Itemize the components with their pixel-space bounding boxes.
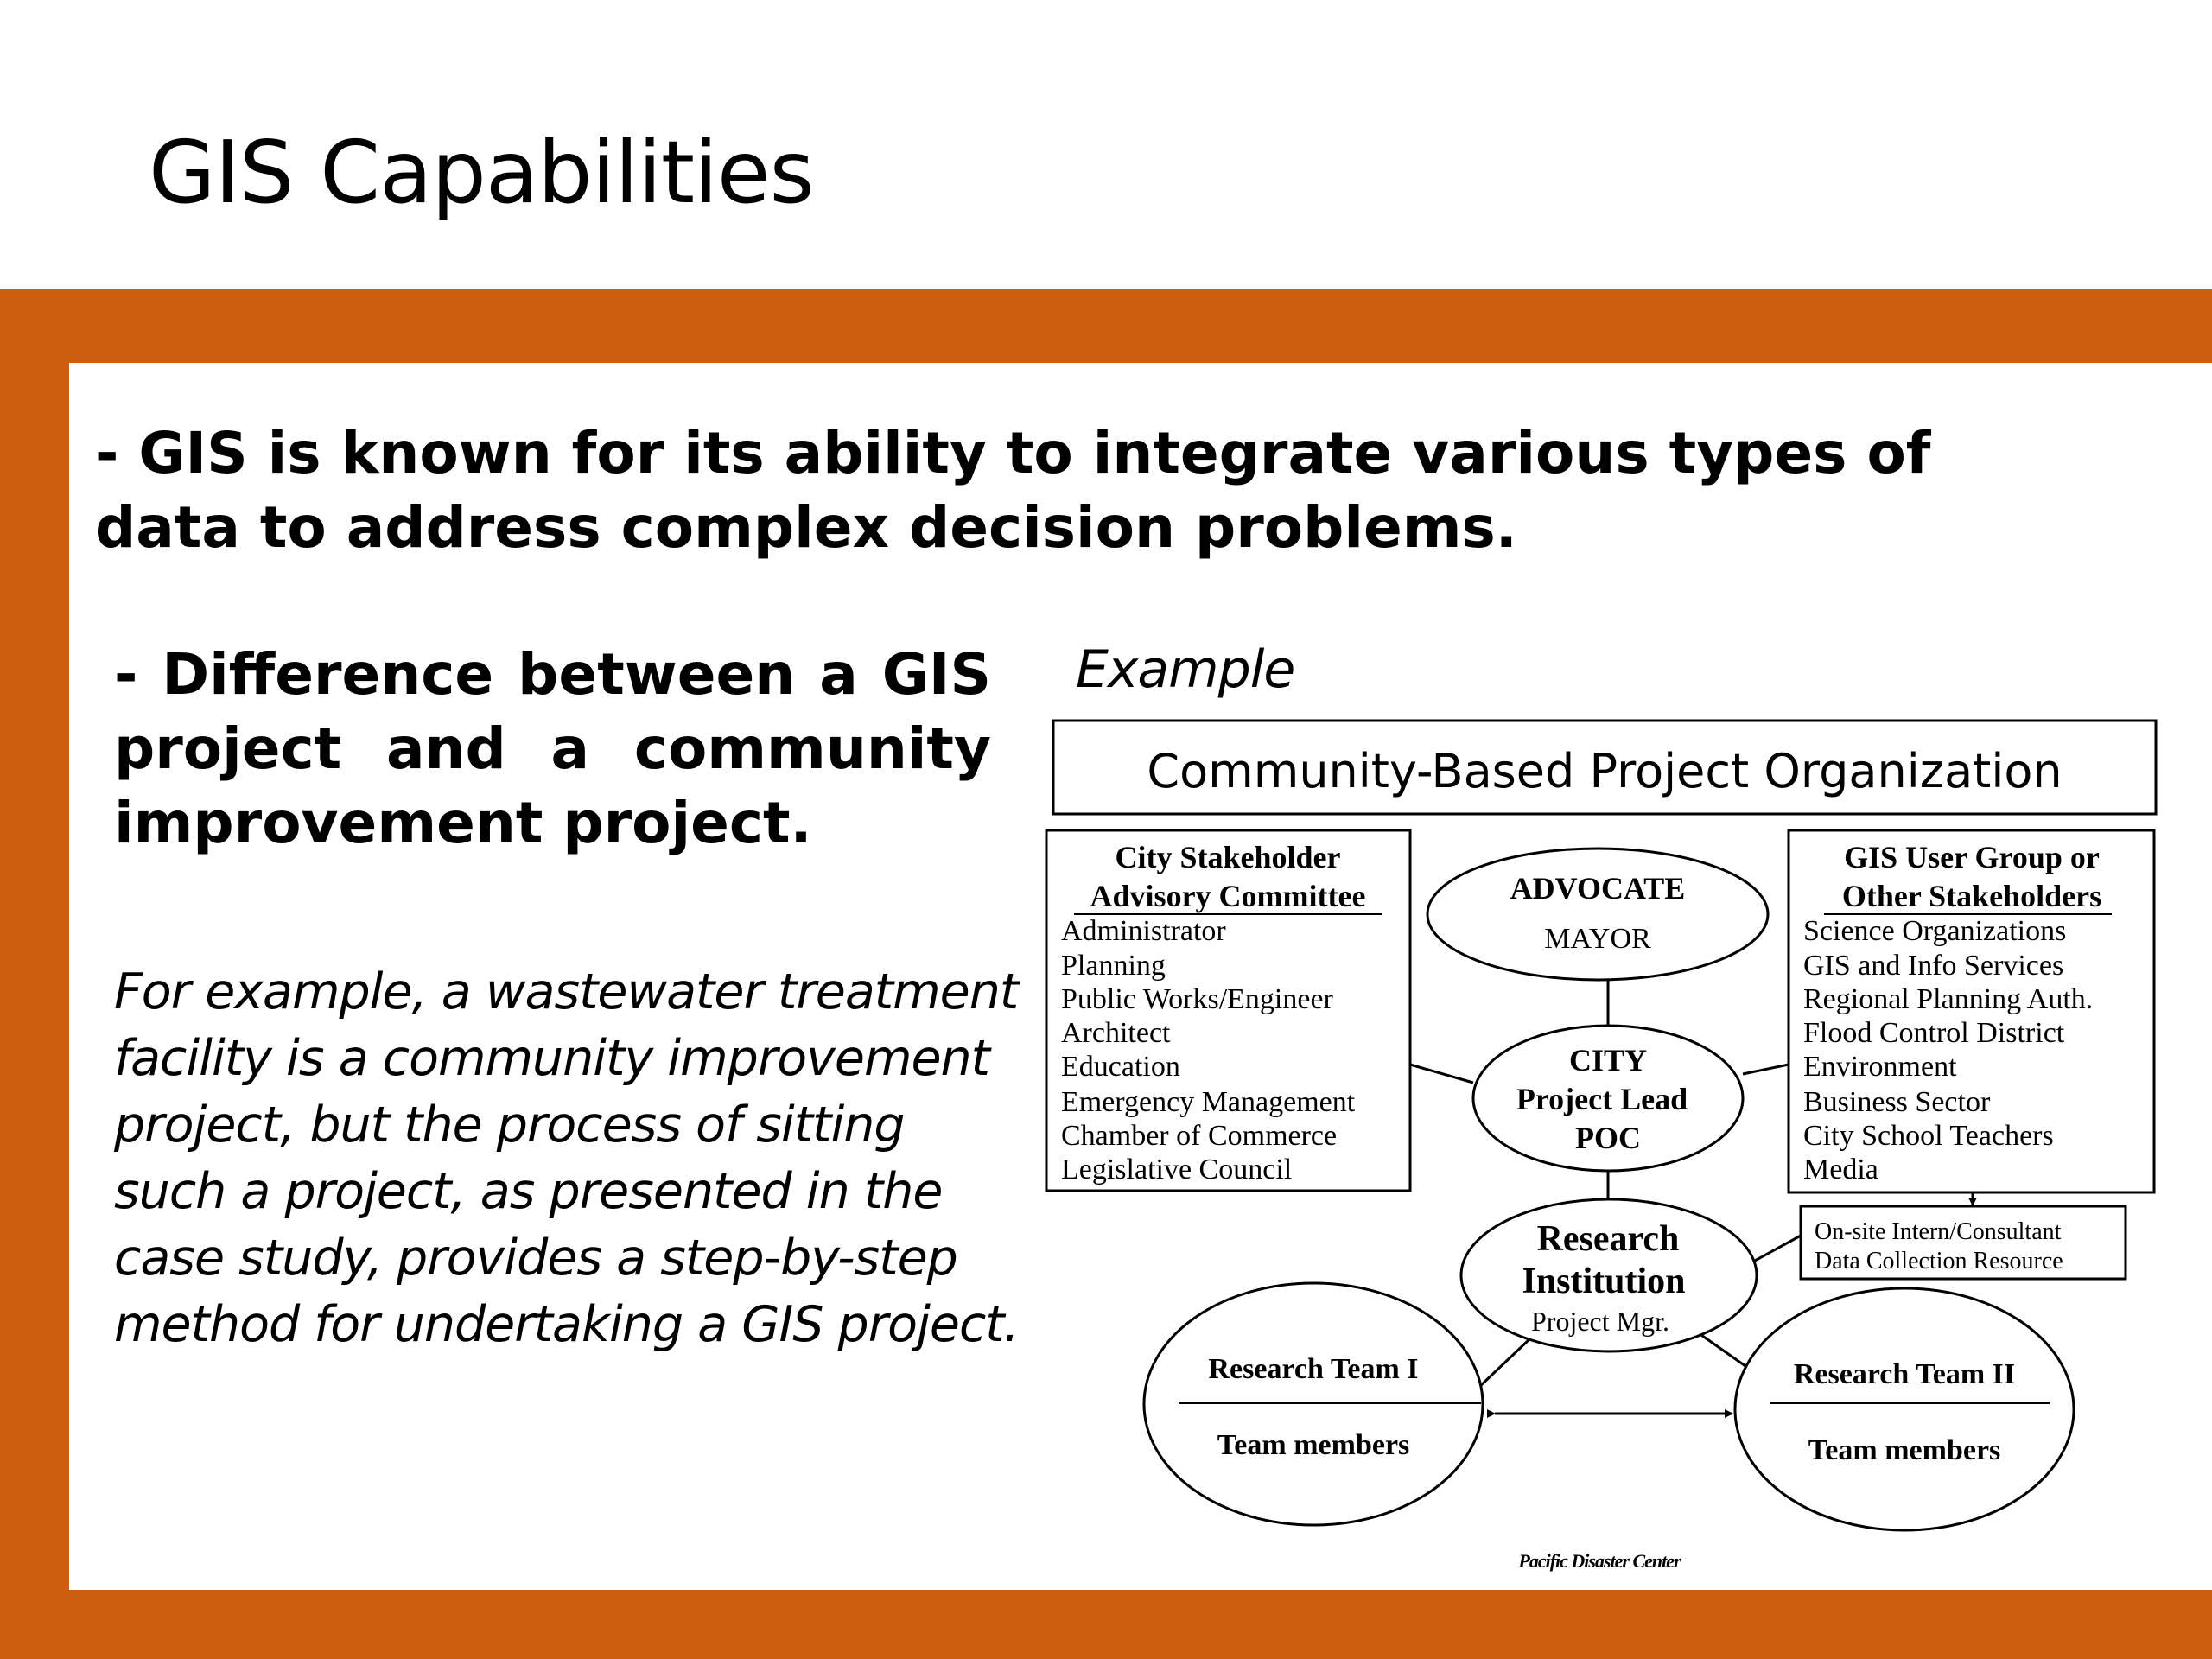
committee-member: Legislative Council [1061, 1154, 1293, 1185]
advocate-label: ADVOCATE [1510, 871, 1686, 906]
team-2-title: Research Team II [1793, 1358, 2016, 1390]
gis-group-heading: Other Stakeholders [1841, 879, 2102, 913]
city-lead-label: POC [1575, 1121, 1641, 1155]
committee-member: Chamber of Commerce [1061, 1120, 1338, 1152]
gis-group-member: Business Sector [1803, 1086, 1991, 1118]
committee-member: Public Works/Engineer [1061, 983, 1333, 1015]
team-1-title: Research Team I [1208, 1353, 1419, 1385]
gis-group-member: Science Organizations [1803, 915, 2067, 947]
city-committee-heading: Advisory Committee [1090, 879, 1366, 913]
gis-group-member: Flood Control District [1803, 1017, 2065, 1049]
committee-member: Emergency Management [1061, 1086, 1356, 1118]
intern-label: Data Collection Resource [1815, 1248, 2063, 1274]
gis-group-member: GIS and Info Services [1803, 950, 2064, 982]
difference-bullet: - Difference between a GIS project and a community improvement project. [114, 641, 991, 856]
project-manager-label: Project Mgr. [1531, 1306, 1669, 1337]
gis-group-heading: GIS User Group or [1844, 840, 2100, 874]
example-label: Example [1076, 639, 1295, 700]
research-team-2-node [1735, 1288, 2074, 1530]
city-committee-heading: City Stakeholder [1115, 840, 1341, 874]
committee-member: Architect [1061, 1017, 1171, 1049]
example-paragraph: For example, a wastewater treatment facility is a community improvement project, but the process of sitting such a project, as presented in the case study, provides a step-by-step method for undertaking a GIS project. [114, 963, 1019, 1353]
gis-group-member: City School Teachers [1803, 1120, 2054, 1152]
intern-label: On-site Intern/Consultant [1815, 1218, 2062, 1245]
city-lead-label: Project Lead [1516, 1082, 1688, 1116]
city-lead-label: CITY [1568, 1043, 1648, 1077]
committee-member: Planning [1061, 950, 1166, 982]
diagram-title: Community-Based Project Organization [1147, 744, 2063, 798]
research-institution-label: Research [1536, 1219, 1680, 1259]
gis-group-member: Regional Planning Auth. [1803, 983, 2094, 1015]
committee-member: Administrator [1061, 915, 1226, 947]
gis-group-member: Environment [1803, 1051, 1957, 1083]
team-2-members: Team members [1808, 1434, 2001, 1466]
diagram-credit: Pacific Disaster Center [1518, 1550, 1681, 1572]
team-1-members: Team members [1217, 1429, 1410, 1461]
advocate-node [1427, 849, 1768, 980]
intro-bullet: - GIS is known for its ability to integrate various types of data to address complex decision problems. [95, 420, 1931, 561]
slide-title: GIS Capabilities [149, 122, 814, 223]
gis-group-member: Media [1803, 1154, 1878, 1185]
committee-member: Education [1061, 1051, 1180, 1083]
research-institution-label: Institution [1522, 1262, 1686, 1301]
mayor-label: MAYOR [1544, 923, 1651, 955]
